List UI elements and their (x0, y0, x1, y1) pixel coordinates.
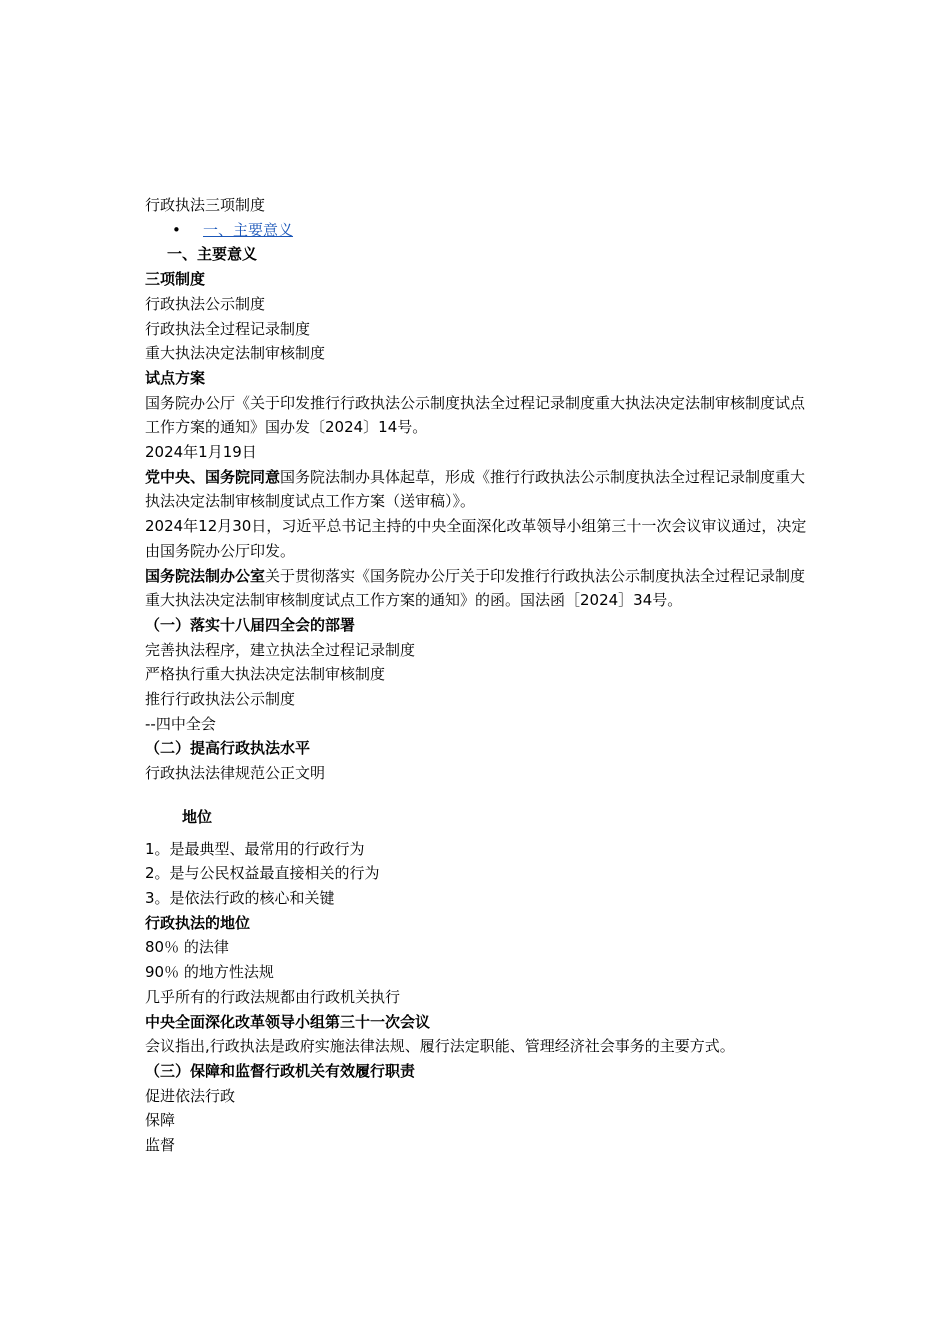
system-item: 重大执法决定法制审核制度 (145, 344, 326, 363)
paragraph-meeting-date: 2024年12月30日，习近平总书记主持的中央全面深化改革领导小组第三十一次会议审议通过，决定由国务院办公厅印发。 (145, 517, 807, 560)
document-body (145, 193, 815, 1158)
label-pilot-plan: 试点方案 (145, 368, 206, 387)
date-line: 2024年1月19日 (145, 443, 257, 462)
label-three-systems: 三项制度 (145, 270, 206, 289)
position-title: 地位 (182, 807, 213, 826)
list-item: 监督 (145, 1136, 176, 1155)
toc-link-main-significance[interactable]: 一、主要意义 (203, 220, 294, 239)
section-heading-3: （三）保障和监督行政机关有效履行职责 (145, 1061, 416, 1080)
section-heading-1: （一）落实十八届四全会的部署 (145, 615, 356, 634)
list-item: 完善执法程序，建立执法全过程记录制度 (145, 640, 416, 659)
heading-main-significance: 一、主要意义 (167, 245, 258, 264)
position-heading: 行政执法的地位 (145, 913, 251, 932)
list-item: 行政执法法律规范公正文明 (145, 764, 326, 783)
paragraph-approval (145, 465, 815, 514)
section-heading-2: （二）提高行政执法水平 (145, 739, 311, 758)
list-item: 1。是最典型、最常用的行政行为 (145, 839, 365, 858)
system-item: 行政执法全过程记录制度 (145, 319, 311, 338)
list-item: 促进依法行政 (145, 1086, 236, 1105)
spacer (145, 786, 815, 805)
approval-bold: 党中央、国务院同意 (145, 467, 281, 486)
legal-office-bold: 国务院法制办公室 (145, 566, 266, 585)
list-item: 90％ 的地方性法规 (145, 963, 274, 982)
legal-office-text: 关于贯彻落实《国务院办公厅关于印发推行行政执法公示制度执法全过程记录制度重大执法决定法制审核制度试点工作方案的通知》的函。国法函［2024］34号。 (145, 566, 806, 610)
paragraph-legal-office (145, 564, 815, 613)
paragraph-notice: 国务院办公厅《关于印发推行行政执法公示制度执法全过程记录制度重大执法决定法制审核制度试点工作方案的通知》国办发〔2024〕14号。 (145, 393, 806, 437)
list-item: 2。是与公民权益最直接相关的行为 (145, 864, 380, 883)
system-item: 行政执法公示制度 (145, 294, 266, 313)
meeting-text: 会议指出,行政执法是政府实施法律法规、履行法定职能、管理经济社会事务的主要方式。 (145, 1037, 735, 1056)
list-item: 几乎所有的行政法规都由行政机关执行 (145, 987, 401, 1006)
list-item: 严格执行重大执法决定法制审核制度 (145, 665, 386, 684)
spacer (145, 830, 815, 837)
document-title: 行政执法三项制度 (145, 196, 266, 214)
list-item: 80％ 的法律 (145, 938, 229, 957)
approval-text: 国务院法制办具体起草，形成《推行行政执法公示制度执法全过程记录制度重大执法决定法制审核制度试点工作方案（送审稿）》。 (145, 467, 806, 511)
list-item: --四中全会 (145, 714, 216, 733)
list-item: 3。是依法行政的核心和关键 (145, 888, 335, 907)
list-item: 保障 (145, 1111, 176, 1130)
bullet-icon: • (172, 220, 181, 239)
list-item: 推行行政执法公示制度 (145, 690, 296, 709)
meeting-heading: 中央全面深化改革领导小组第三十一次会议 (145, 1012, 431, 1031)
toc-entry[interactable] (145, 218, 815, 243)
